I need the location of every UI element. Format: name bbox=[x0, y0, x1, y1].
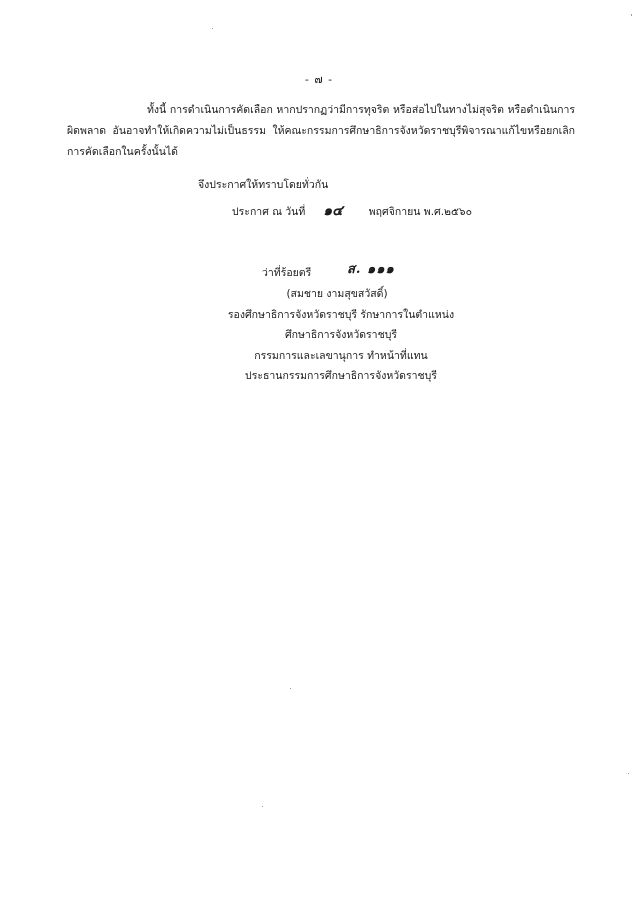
scan-speck bbox=[628, 773, 629, 774]
scan-speck bbox=[212, 28, 213, 29]
signatory-rank: ว่าที่ร้อยตรี bbox=[262, 267, 312, 279]
announcement-text: จึงประกาศให้ทราบโดยทั่วกัน bbox=[198, 179, 329, 191]
date-day-handwritten: ๑๔ bbox=[323, 203, 343, 219]
signatory-position-line4: ประธานกรรมการศึกษาธิการจังหวัดราชบุรี bbox=[245, 370, 437, 382]
signatory-name: (สมชาย งามสุขสวัสดิ์) bbox=[286, 288, 388, 300]
signatory-position-line1: รองศึกษาธิการจังหวัดราชบุรี รักษาการในตำแหน่ง bbox=[227, 308, 455, 321]
page-number: - ๗ - bbox=[304, 73, 334, 86]
scan-speck bbox=[631, 14, 632, 16]
handwritten-signature: ส. ๑๑๑ bbox=[347, 262, 395, 277]
body-paragraph bbox=[67, 100, 575, 163]
date-line bbox=[232, 200, 472, 222]
signatory-position-line2: ศึกษาธิการจังหวัดราชบุรี bbox=[284, 329, 398, 341]
paragraph-text: ทั้งนี้ การดำเนินการคัดเลือก หากปรากฏว่ามีการทุจริต หรือส่อไปในทางไม่สุจริต หรือดำเนินการผิดพลาด อันอาจทำให้เกิดความไม่เป็นธรรม ให้คณะกรรมการศึกษาธิการจังหวัดราชบุรีพิจารณาแก้ไขหรือยกเลิกการคัดเลือกในครั้งนั้นได้ bbox=[67, 104, 575, 158]
date-month-year: พฤศจิกายน พ.ศ.๒๕๖๐ bbox=[368, 206, 472, 218]
signatory-position-line3: กรรมการและเลขานุการ ทำหน้าที่แทน bbox=[254, 349, 428, 362]
scan-speck bbox=[290, 688, 291, 689]
signature-block bbox=[0, 284, 638, 387]
scan-speck bbox=[262, 806, 263, 807]
date-prefix: ประกาศ ณ วันที่ bbox=[232, 206, 306, 218]
